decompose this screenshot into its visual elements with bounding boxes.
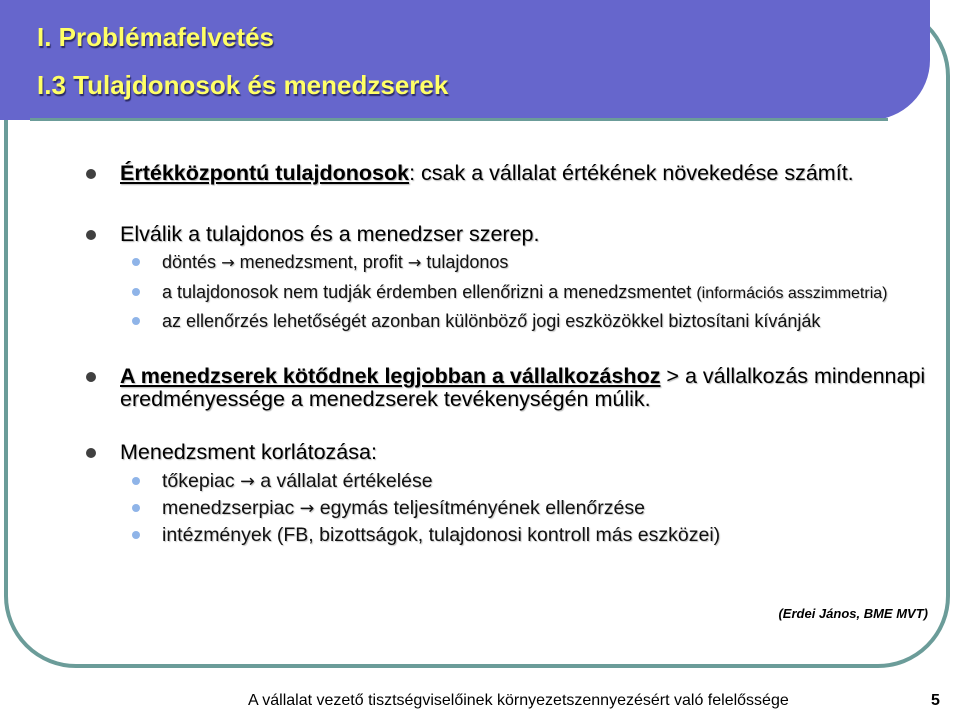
page-number: 5 — [931, 692, 940, 709]
bullet-text: : csak a vállalat értékének növekedése számít. — [409, 161, 854, 185]
sub-bullet-text: a tulajdonosok nem tudják érdemben ellenőrizni a menedzsmentet — [162, 282, 692, 302]
bullet-term: A menedzserek kötődnek legjobban a vállalkozáshoz — [120, 364, 661, 388]
sub-bullet-capital-market — [86, 468, 936, 495]
bullet-text: Elválik a tulajdonos és a menedzser szerep. — [120, 222, 540, 246]
arrow-icon: → — [299, 499, 315, 519]
sub-bullet-text: intézmények (FB, bizottságok, tulajdonosi kontroll más eszközei) — [162, 524, 721, 546]
sub-bullet-decision — [86, 251, 936, 274]
bullet-term: Értékközpontú tulajdonosok — [120, 161, 410, 185]
slide-title: I. Problémafelvetés — [37, 22, 274, 52]
sub-bullet-text: tőkepiac — [162, 470, 235, 492]
slide-subtitle: I.3 Tulajdonosok és menedzserek — [37, 70, 449, 100]
bullet-text: Menedzsment korlátozása: — [120, 440, 377, 464]
sub-bullet-text: a vállalat értékelése — [260, 470, 433, 492]
header-divider — [30, 118, 888, 121]
bullet-value-owners — [86, 162, 936, 185]
sub-bullet-note: (információs asszimmetria) — [696, 285, 888, 302]
sub-bullet-manager-market — [86, 495, 936, 522]
footer-text: A vállalat vezető tisztségviselőinek környezetszennyezésért való felelőssége — [248, 692, 789, 709]
bullet-managers — [86, 365, 936, 411]
sub-bullet-text: menedzsment, profit — [239, 252, 403, 272]
arrow-icon: → — [240, 472, 255, 492]
bullet-management-limits — [86, 441, 936, 464]
sub-bullet-text: döntés — [162, 252, 217, 272]
arrow-icon: → — [407, 253, 422, 272]
sub-bullet-text: egymás teljesítményének ellenőrzése — [319, 497, 645, 519]
bullet-text: > a vállalkozás mindennapi eredményessége a menedzserek tevékenységén múlik. — [120, 364, 926, 411]
bullet-separation — [86, 223, 936, 246]
sub-bullet-legal-tools — [86, 310, 936, 332]
sub-bullet-text: az ellenőrzés lehetőségét azonban különböző jogi eszközökkel biztosítani kívánják — [162, 311, 821, 331]
slide-content — [86, 162, 936, 548]
sub-bullet-institutions — [86, 522, 936, 548]
arrow-icon: → — [221, 253, 235, 272]
sub-bullet-owners-control — [86, 281, 936, 305]
sub-bullet-text: tulajdonos — [426, 252, 509, 272]
sub-bullet-text: menedzserpiac — [162, 497, 295, 519]
citation: (Erdei János, BME MVT) — [778, 606, 928, 621]
header-bar — [0, 0, 930, 120]
